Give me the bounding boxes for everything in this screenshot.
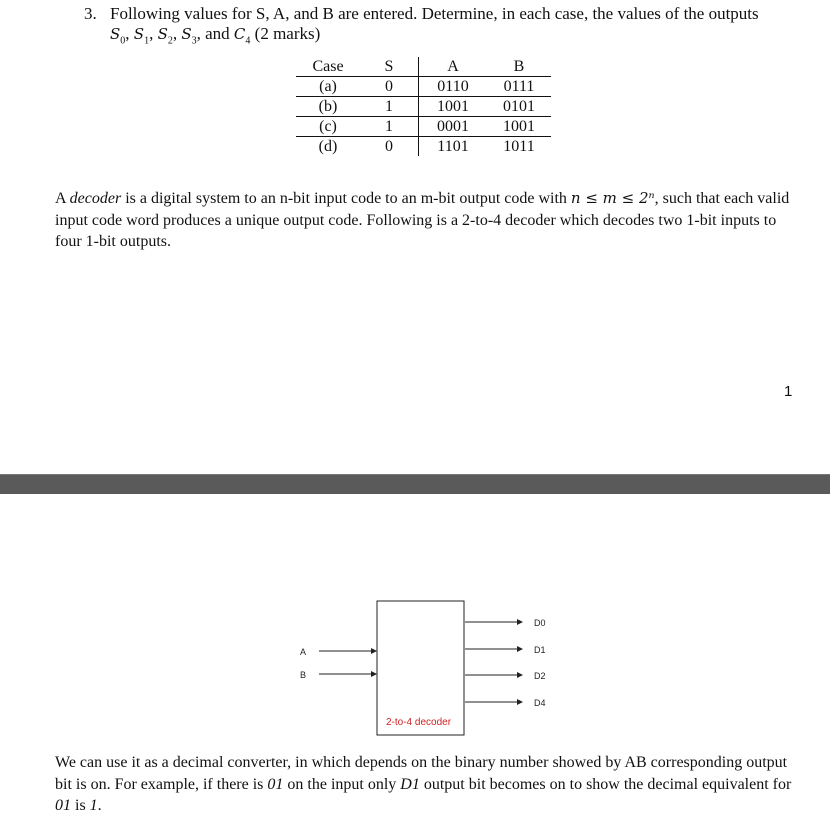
marks: (2 marks) — [250, 24, 321, 43]
output-var: S — [181, 25, 192, 43]
question-number: 3. — [84, 4, 97, 23]
cell-b: 1011 — [503, 138, 535, 155]
output-sub: 1 — [144, 35, 150, 47]
cell-a: 1101 — [437, 138, 469, 155]
output-label-d4: D4 — [534, 698, 546, 708]
output-sub: 3 — [191, 35, 197, 47]
output-var: S — [133, 25, 145, 43]
decoder-term: decoder — [69, 190, 122, 207]
cell-s: 1 — [360, 97, 419, 117]
cell-case: (c) — [296, 117, 360, 137]
cell-case: (a) — [296, 77, 360, 97]
cell-case: (b) — [296, 97, 360, 117]
example-input: 01 — [267, 775, 284, 793]
header-a: A — [419, 57, 488, 77]
text-run: on the input only — [283, 775, 401, 793]
output-var: S — [157, 25, 168, 43]
output-label-d0: D0 — [534, 618, 546, 628]
header-b: B — [487, 57, 551, 77]
cell-b: 0111 — [487, 77, 551, 97]
cell-s: 1 — [360, 117, 419, 137]
cell-a: 0110 — [419, 77, 488, 97]
question-text-line1: Following values for S, A, and B are entered. Determine, in each case, the values of the outputs — [110, 4, 759, 23]
cell-b: 0101 — [487, 97, 551, 117]
text-run: , such that each valid input code word produces a unique output code. Following is a 2-to-4 decoder which decodes two 1-bit inputs to four 1-bit outputs. — [55, 190, 790, 250]
text-run: is — [71, 797, 90, 814]
text-run: is a digital system to an n-bit input code to an m-bit output code with — [121, 190, 571, 207]
sep: , — [149, 24, 158, 43]
decoder-box — [377, 601, 464, 735]
converter-description — [55, 752, 800, 817]
header-s: S — [360, 57, 419, 77]
example-decimal: 1 — [89, 797, 98, 814]
output-sub: 2 — [167, 35, 173, 47]
text-run: . — [97, 797, 102, 814]
header-case: Case — [296, 57, 360, 77]
input-label-a: A — [300, 647, 307, 657]
cell-s: 0 — [360, 137, 419, 157]
output-label-d2: D2 — [534, 671, 546, 681]
output-label-d1: D1 — [534, 645, 546, 655]
output-sub: 0 — [120, 35, 126, 47]
cell-case: (d) — [318, 138, 338, 155]
text-run: output bit becomes on to show the decimal equivalent for — [419, 775, 792, 793]
cell-a: 1001 — [419, 97, 488, 117]
decoder-label: 2-to-4 decoder — [386, 717, 452, 728]
sep: , — [172, 24, 182, 43]
text-run: A — [55, 190, 70, 207]
output-sub: 4 — [245, 35, 251, 47]
text-run: We can use it as a decimal converter, in which depends on the binary number showed by AB corresponding output bit is on. For example, if there is — [55, 754, 788, 793]
output-var: C — [233, 25, 246, 43]
cell-s: 0 — [360, 77, 419, 97]
output-var: S — [110, 25, 121, 43]
sep: , and — [196, 24, 234, 43]
input-label-b: B — [300, 670, 307, 680]
example-input-2: 01 — [55, 797, 71, 814]
example-output: D1 — [400, 775, 420, 793]
cell-a: 0001 — [419, 117, 488, 137]
page-number: 1 — [784, 383, 793, 400]
sep: , — [125, 24, 134, 43]
cell-b: 1001 — [487, 117, 551, 137]
decoder-formula: n ≤ m ≤ 2ⁿ — [570, 189, 655, 207]
